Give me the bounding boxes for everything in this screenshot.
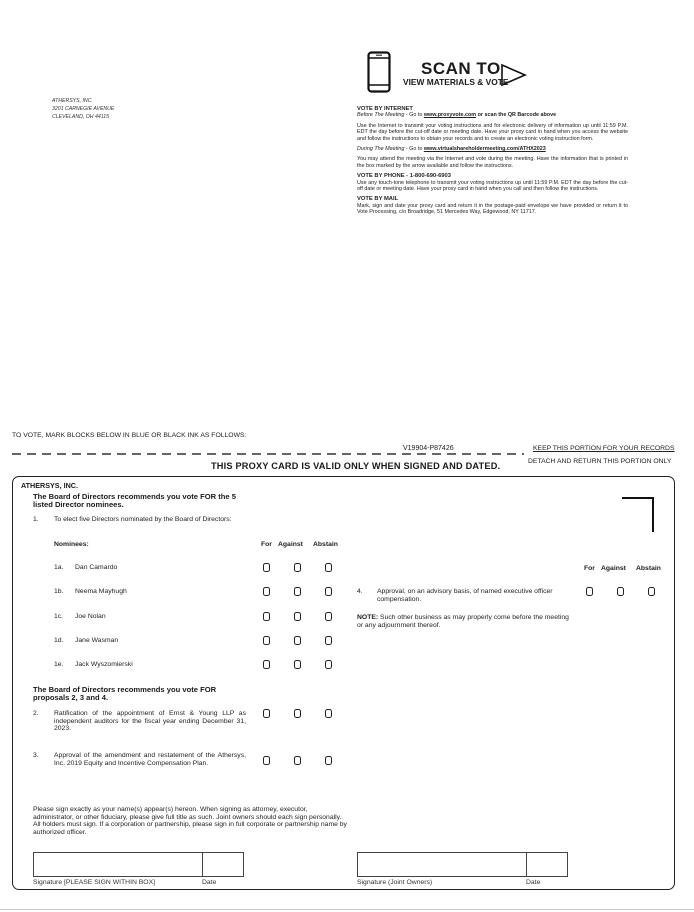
note-text: Such other business as may properly come before the meeting or any adjournment thereof. [357,614,569,629]
address-city: CLEVELAND, OH 44115 [52,114,109,120]
checkbox-4-for[interactable] [586,587,593,596]
nominee-name: Neema Mayhugh [75,588,127,595]
checkbox-4-abstain[interactable] [648,587,655,596]
checkbox-2-abstain[interactable] [325,709,332,718]
valid-notice: THIS PROXY CARD IS VALID ONLY WHEN SIGNED AND DATED. [211,461,501,471]
scan-title: SCAN TO [421,59,501,78]
item4-number: 4. [357,588,363,595]
signature-label: Signature [PLEASE SIGN WITHIN BOX] [33,879,156,886]
checkbox-1a-abstain[interactable] [325,563,332,572]
address-name: ATHERSYS, INC. [52,98,93,104]
header-against-right: Against [601,565,626,572]
item3-number: 3. [33,752,39,759]
joint-signature-date-divider [526,852,527,877]
checkbox-1d-for[interactable] [263,636,270,645]
page-bottom-rule [0,909,694,910]
header-against: Against [278,541,303,548]
scan-subtitle: VIEW MATERIALS & VOTE [403,77,509,87]
during-body: You may attend the meeting via the Internet and vote during the meeting. Have the information that is printed in the box marked by the arrow available and follow the instructions. [357,156,628,169]
nominee-name: Jane Wasman [75,637,119,644]
checkbox-1d-against[interactable] [294,636,301,645]
voting-instructions [357,106,628,220]
joint-signature-box[interactable] [357,852,568,877]
item1-text: To elect five Directors nominated by the Board of Directors: [54,516,232,523]
header-for: For [261,541,272,548]
detach-portion-label: DETACH AND RETURN THIS PORTION ONLY [528,458,672,465]
checkbox-3-against[interactable] [294,756,301,765]
checkbox-1b-for[interactable] [263,587,270,596]
note-label: NOTE: [357,614,379,621]
checkbox-2-against[interactable] [294,709,301,718]
phone-heading: VOTE BY PHONE - 1-800-690-6903 [357,173,451,180]
checkbox-1b-against[interactable] [294,587,301,596]
sign-instructions: Please sign exactly as your name(s) appear(s) hereon. When signing as attorney, executor, administrator, or other fiduciary, please give full title as such. Joint owners should each sign personally. All holders must sign. If a corporation or partnership, please sign in full corporate or partnership name by authorized officer. [33,806,347,836]
mail-heading: VOTE BY MAIL [357,196,399,203]
proxyvote-link[interactable]: www.proxyvote.com [423,112,477,119]
item3-text: Approval of the amendment and restatement of the Athersys, Inc. 2019 Equity and Incentive Compensation Plan. [54,752,246,767]
before-text: - Go to [404,112,424,119]
item2-text: Ratification of the appointment of Ernst & Young LLP as independent auditors for the fiscal year ending December 31, 2023. [54,710,246,733]
card-company-name: ATHERSYS, INC. [21,481,78,490]
internet-heading: VOTE BY INTERNET [357,106,413,112]
nominee-name: Jack Wyszomierski [75,661,133,668]
checkbox-3-abstain[interactable] [325,756,332,765]
corner-mark [622,497,654,532]
checkbox-3-for[interactable] [263,756,270,765]
checkbox-1c-for[interactable] [263,612,270,621]
during-text: - Go to [404,146,424,153]
nominee-number: 1c. [54,613,64,620]
item2-number: 2. [33,710,39,717]
checkbox-2-for[interactable] [263,709,270,718]
checkbox-1e-abstain[interactable] [325,660,332,669]
mail-body: Mark, sign and date your proxy card and return it in the postage-paid envelope we have provided or return it to Vote Processing, c/o Broadridge, 51 Mercedes Way, Edgewood, NY 11717. [357,202,628,216]
checkbox-1b-abstain[interactable] [325,587,332,596]
control-number: V19904-P87426 [403,445,454,452]
during-label: During The Meeting [357,146,405,153]
item1-number: 1. [33,516,39,523]
board-recommendation-1: The Board of Directors recommends you vote FOR the 5 listed Director nominees. [33,492,236,510]
detach-dashed-line [12,452,694,456]
smartphone-icon [367,51,391,93]
checkbox-1c-abstain[interactable] [325,612,332,621]
checkbox-1e-against[interactable] [294,660,301,669]
checkbox-1a-against[interactable] [294,563,301,572]
date-label: Date [202,879,217,886]
nominee-number: 1b. [54,588,64,595]
internet-body: Use the Internet to transmit your voting instructions and for electronic delivery of information up until 11:59 P.M. EDT the day before the cut-off date or meeting date. Have your proxy card in hand when you access the website and follow the instructions to obtain your records and to create an electronic voting instruction form. [357,122,628,142]
nominee-number: 1d. [54,637,64,644]
joint-date-label: Date [526,879,541,886]
before-label: Before The Meeting [357,112,405,119]
checkbox-1d-abstain[interactable] [325,636,332,645]
address-street: 3201 CARNEGIE AVENUE [52,106,115,112]
nominees-label: Nominees: [54,541,89,548]
mark-instructions: TO VOTE, MARK BLOCKS BELOW IN BLUE OR BLACK INK AS FOLLOWS: [12,432,247,439]
company-address [52,97,114,121]
nominee-number: 1e. [54,661,64,668]
checkbox-1e-for[interactable] [263,660,270,669]
before-suffix: or scan the QR Barcode above [476,112,557,119]
nominee-number: 1a. [54,564,64,571]
signature-date-divider [202,852,203,877]
virtual-meeting-link[interactable]: www.virtualshareholdermeeting.com/ATHX2023 [423,146,546,153]
nominee-name: Joe Nolan [75,613,106,620]
signature-box[interactable] [33,852,244,877]
checkbox-1c-against[interactable] [294,612,301,621]
board-recommendation-2: The Board of Directors recommends you vote FOR proposals 2, 3 and 4. [33,685,217,703]
header-abstain-right: Abstain [636,565,661,572]
nominee-name: Dan Camardo [75,564,118,571]
phone-body: Use any touch-tone telephone to transmit your voting instructions up until 11:59 P.M. EDT the day before the cut-off date or meeting date. Have your proxy card in hand when you call and then follow the instructions. [357,179,628,193]
joint-signature-label: Signature (Joint Owners) [357,879,433,886]
checkbox-1a-for[interactable] [263,563,270,572]
play-arrow-icon [500,63,528,87]
checkbox-4-against[interactable] [617,587,624,596]
keep-portion-label: KEEP THIS PORTION FOR YOUR RECORDS [533,445,675,452]
item4-text: Approval, on an advisory basis, of named executive officer compensation. [377,588,553,603]
note [357,614,572,629]
header-for-right: For [584,565,595,572]
header-abstain: Abstain [313,541,338,548]
